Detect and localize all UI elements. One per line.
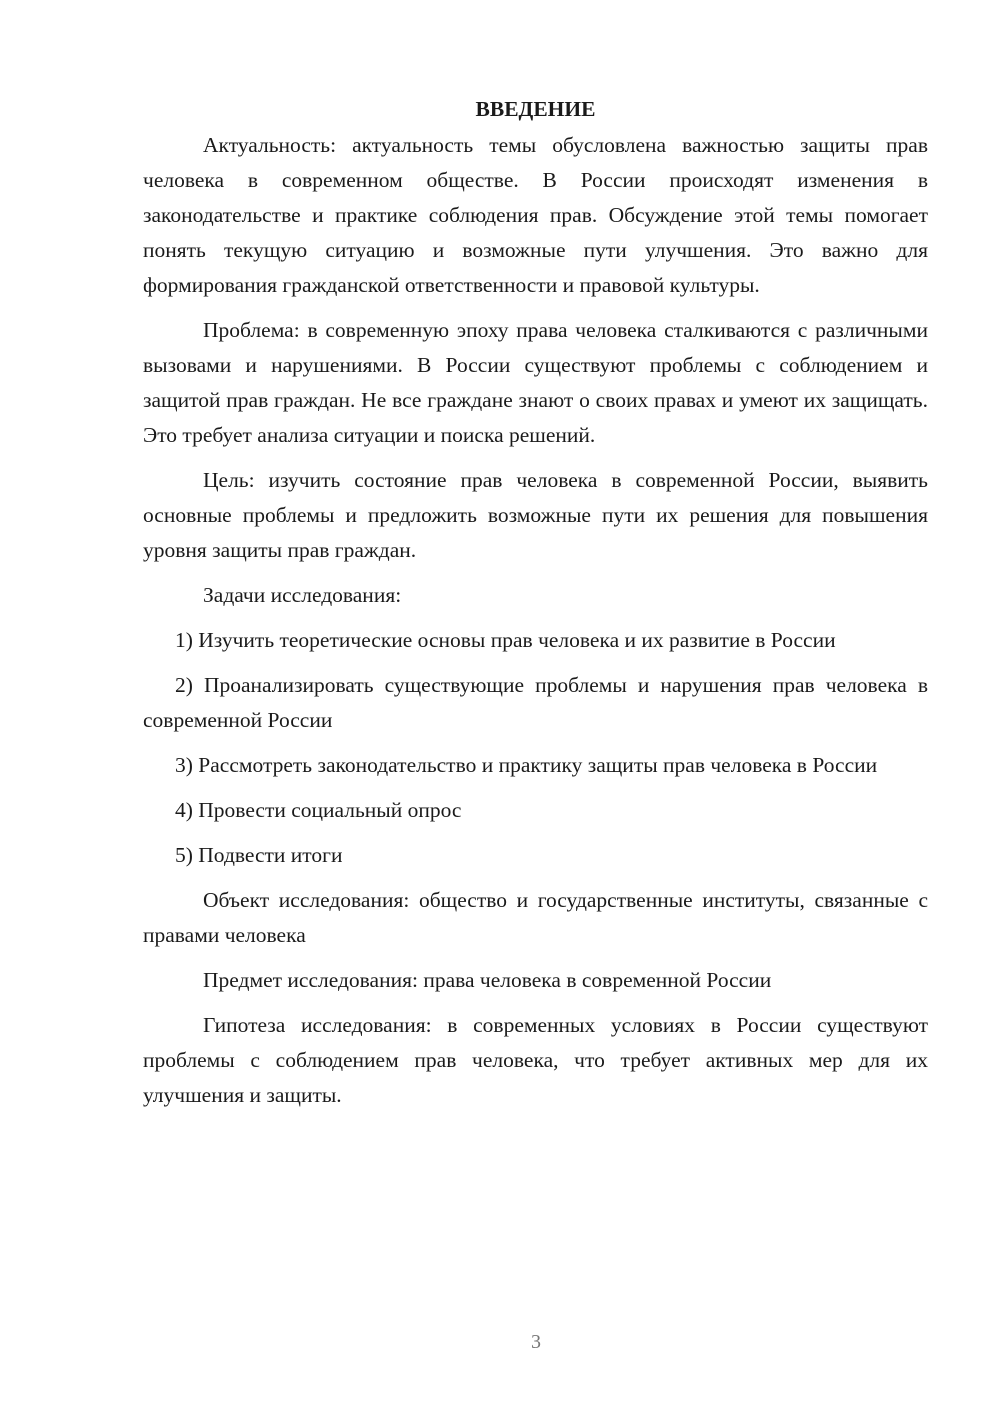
goal-paragraph: Цель: изучить состояние прав человека в современной России, выявить основные проблемы и предложить возможные пути их решения для повышения уровня защиты прав граждан. <box>143 468 928 562</box>
document-page <box>143 92 928 1123</box>
object-paragraph: Объект исследования: общество и государственные институты, связанные с правами человека <box>143 888 928 947</box>
task-item: 2) Проанализировать существующие проблемы и нарушения прав человека в современной России <box>143 673 928 732</box>
task-item: 3) Рассмотреть законодательство и практику защиты прав человека в России <box>175 753 878 777</box>
task-item: 1) Изучить теоретические основы прав человека и их развитие в России <box>175 628 836 652</box>
problem-paragraph: Проблема: в современную эпоху права человека сталкиваются с различными вызовами и нарушениями. В России существуют проблемы с соблюдением и защитой прав граждан. Не все граждане знают о своих правах и умеют их защищать. Это требует анализа ситуации и поиска решений. <box>143 318 928 447</box>
subject-paragraph: Предмет исследования: права человека в современной России <box>203 968 772 992</box>
tasks-heading: Задачи исследования: <box>203 583 402 607</box>
task-item: 4) Провести социальный опрос <box>175 798 462 822</box>
page-number: 3 <box>531 1331 541 1353</box>
task-item: 5) Подвести итоги <box>175 843 343 867</box>
hypothesis-paragraph: Гипотеза исследования: в современных условиях в России существуют проблемы с соблюдением прав человека, что требует активных мер для их улучшения и защиты. <box>143 1013 928 1107</box>
relevance-paragraph: Актуальность: актуальность темы обусловлена важностью защиты прав человека в современном обществе. В России происходят изменения в законодательстве и практике соблюдения прав. Обсуждение этой темы помогает понять текущую ситуацию и возможные пути улучшения. Это важно для формирования гражданской ответственности и правовой культуры. <box>143 133 928 297</box>
section-title: ВВЕДЕНИЕ <box>475 97 596 121</box>
